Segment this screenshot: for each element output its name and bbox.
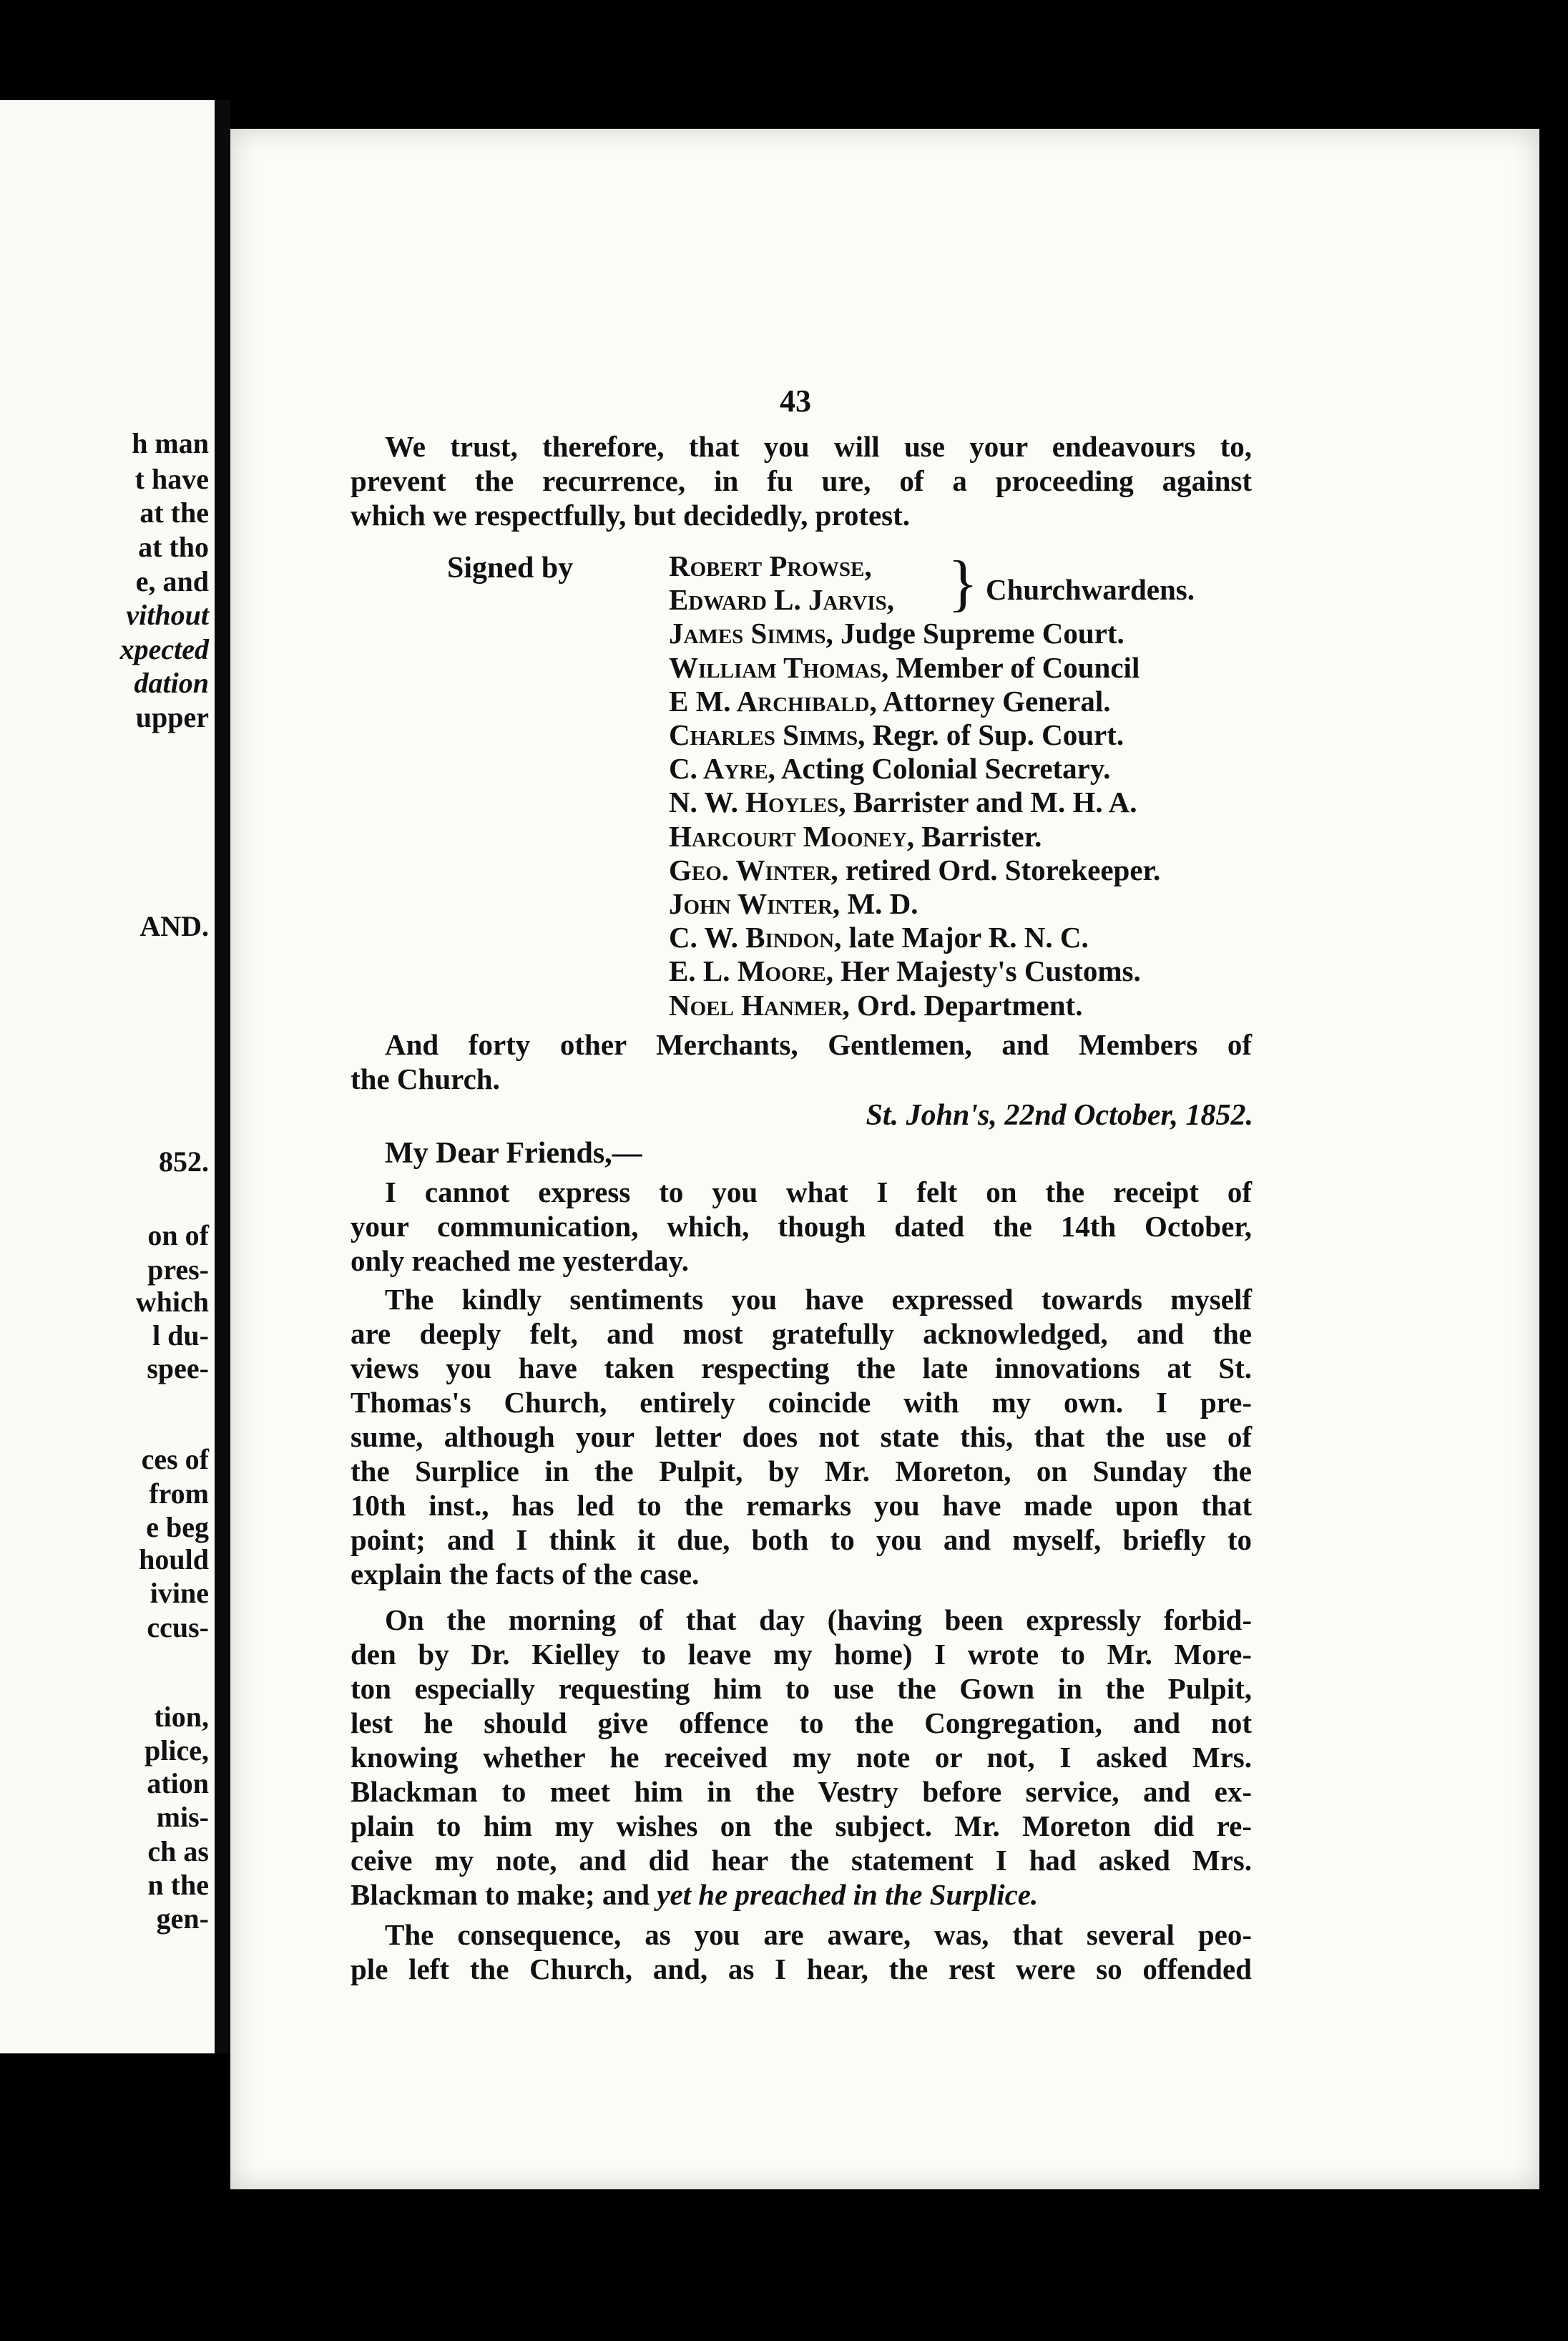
text-line: are deeply felt, and most gratefully acknowledged, and the xyxy=(351,1317,1252,1350)
facing-page-line: at tho xyxy=(138,531,209,563)
signatory-name: C. Ayre, xyxy=(669,752,775,786)
signatory-title: Ord. Department. xyxy=(857,988,1083,1022)
facing-page-line: spee- xyxy=(147,1352,209,1384)
signatory-line xyxy=(669,954,1284,988)
signatory-line xyxy=(669,786,1284,819)
facing-page-line: tion, xyxy=(154,1701,209,1733)
text-line: 10th inst., has led to the remarks you have made upon that xyxy=(351,1489,1252,1522)
signatory-title: retired Ord. Storekeeper. xyxy=(845,853,1161,886)
signatory-name: John Winter, xyxy=(669,887,841,921)
text-line: the Surplice in the Pulpit, by Mr. Moreton, on Sunday the xyxy=(351,1455,1252,1487)
text-line: the Church. xyxy=(351,1062,500,1095)
signatory-line xyxy=(669,651,1284,685)
text-line: explain the facts of the case. xyxy=(351,1558,700,1590)
text-line: Blackman to meet him in the Vestry before service, and ex- xyxy=(351,1775,1252,1808)
brace: } xyxy=(948,549,979,618)
text-line xyxy=(351,1877,1252,1912)
text-italic: yet he preached in the Surplice. xyxy=(657,1878,1039,1911)
signatory-line xyxy=(669,887,1284,921)
text-line: ceive my note, and did hear the statement I had asked Mrs. xyxy=(351,1844,1252,1877)
dateline: St. John's, 22nd October, 1852. xyxy=(866,1099,1253,1132)
churchwardens-label: Churchwardens. xyxy=(986,573,1195,606)
text-line: views you have taken respecting the late innovations at St. xyxy=(351,1352,1252,1384)
paragraph-forty-others xyxy=(351,1027,1252,1096)
facing-page-line: ivine xyxy=(150,1577,209,1609)
text-line: point; and I think it due, both to you and myself, briefly to xyxy=(351,1523,1252,1556)
facing-page-line: e, and xyxy=(135,565,209,597)
signatory-name: James Simms, xyxy=(669,617,833,650)
facing-page-line: at the xyxy=(139,497,209,529)
paragraph-protest xyxy=(351,429,1252,532)
signed-by-label: Signed by xyxy=(447,552,574,585)
facing-page-fragment xyxy=(0,100,215,2053)
signatory-name: C. W. Bindon, xyxy=(669,921,842,954)
text-line: sume, although your letter does not state this, that the use of xyxy=(351,1420,1252,1453)
signatory-line xyxy=(669,583,1284,617)
facing-page-line: AND. xyxy=(139,910,209,942)
signatory-name: Charles Simms, xyxy=(669,718,866,752)
signatory-name: E M. Archibald, xyxy=(669,684,877,718)
facing-page-line: plice, xyxy=(144,1734,209,1766)
paragraph-sentiments xyxy=(351,1282,1252,1591)
signatory-title: Barrister and M. H. A. xyxy=(853,786,1137,819)
facing-page-line: mis- xyxy=(156,1801,209,1833)
signatory-line xyxy=(669,989,1284,1022)
signatory-title: late Major R. N. C. xyxy=(848,921,1089,954)
signatory-line xyxy=(669,854,1284,887)
signatory-title: M. D. xyxy=(847,887,918,921)
signatory-title: Member of Council xyxy=(896,650,1140,684)
signatory-title: Attorney General. xyxy=(882,684,1111,718)
text-line: On the morning of that day (having been expressly forbid- xyxy=(385,1603,1252,1636)
text-line: And forty other Merchants, Gentlemen, and Members of xyxy=(385,1028,1252,1061)
facing-page-line: h man xyxy=(132,427,209,459)
text-line: your communication, which, though dated the 14th October, xyxy=(351,1210,1252,1243)
text-line: I cannot express to you what I felt on the receipt of xyxy=(385,1176,1252,1208)
signatory-title: Regr. of Sup. Court. xyxy=(872,718,1124,752)
text-line: only reached me yesterday. xyxy=(351,1244,689,1277)
facing-page-line: vithout xyxy=(126,599,209,631)
signatory-line xyxy=(669,617,1284,650)
signatory-line xyxy=(669,549,1284,583)
text-line: ton especially requesting him to use the Gown in the Pulpit, xyxy=(351,1672,1252,1705)
signatory-line xyxy=(669,752,1284,786)
page-number: 43 xyxy=(780,383,811,419)
facing-page-line: 852. xyxy=(159,1145,209,1178)
facing-page-line: n the xyxy=(147,1869,209,1901)
signatory-name: Robert Prowse, xyxy=(669,549,872,582)
book-gutter xyxy=(215,100,230,2053)
signatory-name: William Thomas, xyxy=(669,650,889,684)
signatory-line xyxy=(669,820,1284,854)
facing-page-line: ch as xyxy=(147,1835,209,1867)
text-line: which we respectfully, but decidedly, protest. xyxy=(351,499,911,532)
facing-page-line: ccus- xyxy=(147,1611,209,1643)
text-line: The kindly sentiments you have expressed towards myself xyxy=(385,1283,1252,1316)
signatory-name: Harcourt Mooney, xyxy=(669,819,915,853)
text-line: lest he should give offence to the Congregation, and not xyxy=(351,1706,1252,1739)
text-line: Thomas's Church, entirely coincide with my own. I pre- xyxy=(351,1386,1252,1419)
signatory-title: Her Majesty's Customs. xyxy=(841,954,1141,988)
facing-page-line: hould xyxy=(139,1543,209,1575)
facing-page-line: ces of xyxy=(141,1443,209,1475)
facing-page-line: xpected xyxy=(119,633,209,665)
paragraph-consequence xyxy=(351,1917,1252,1986)
text-line: The consequence, as you are aware, was, that several peo- xyxy=(385,1918,1252,1951)
signatory-line xyxy=(669,921,1284,954)
text-line: den by Dr. Kielley to leave my home) I wrote to Mr. More- xyxy=(351,1638,1252,1671)
facing-page-line: which xyxy=(135,1286,209,1318)
facing-page-line: t have xyxy=(134,463,209,495)
signatory-line xyxy=(669,718,1284,752)
signatory-name: E. L. Moore, xyxy=(669,954,834,988)
facing-page-line: ation xyxy=(147,1767,209,1799)
facing-page-line: from xyxy=(149,1477,209,1510)
facing-page-line: pres- xyxy=(147,1253,209,1286)
signatory-list xyxy=(669,549,1284,1022)
signatory-name: Noel Hanmer, xyxy=(669,988,850,1022)
facing-page-line: on of xyxy=(147,1219,209,1251)
text-line: We trust, therefore, that you will use your endeavours to, xyxy=(385,430,1252,463)
text-line: ple left the Church, and, as I hear, the rest were so offended xyxy=(351,1953,1252,1985)
paragraph-receipt xyxy=(351,1175,1252,1278)
signatory-name: Edward L. Jarvis, xyxy=(669,583,894,617)
signatory-title: Acting Colonial Secretary. xyxy=(780,752,1111,786)
signatory-name: Geo. Winter, xyxy=(669,853,838,886)
signatory-name: N. W. Hoyles, xyxy=(669,786,846,819)
signatory-title: Barrister. xyxy=(921,819,1042,853)
facing-page-line: l du- xyxy=(152,1319,209,1352)
signatory-line xyxy=(669,685,1284,718)
text-line: knowing whether he received my note or not, I asked Mrs. xyxy=(351,1741,1252,1774)
signatory-title: Judge Supreme Court. xyxy=(841,617,1124,650)
salutation: My Dear Friends,— xyxy=(385,1137,642,1170)
facing-page-line: dation xyxy=(134,667,209,699)
paragraph-morning xyxy=(351,1603,1252,1912)
facing-page-line: e beg xyxy=(146,1511,209,1543)
facing-page-line: gen- xyxy=(156,1902,209,1935)
text-line: prevent the recurrence, in fu ure, of a proceeding against xyxy=(351,464,1252,497)
text-line: plain to him my wishes on the subject. Mr. Moreton did re- xyxy=(351,1809,1252,1842)
text-plain: Blackman to make; and xyxy=(351,1878,657,1911)
facing-page-line: upper xyxy=(135,701,209,733)
